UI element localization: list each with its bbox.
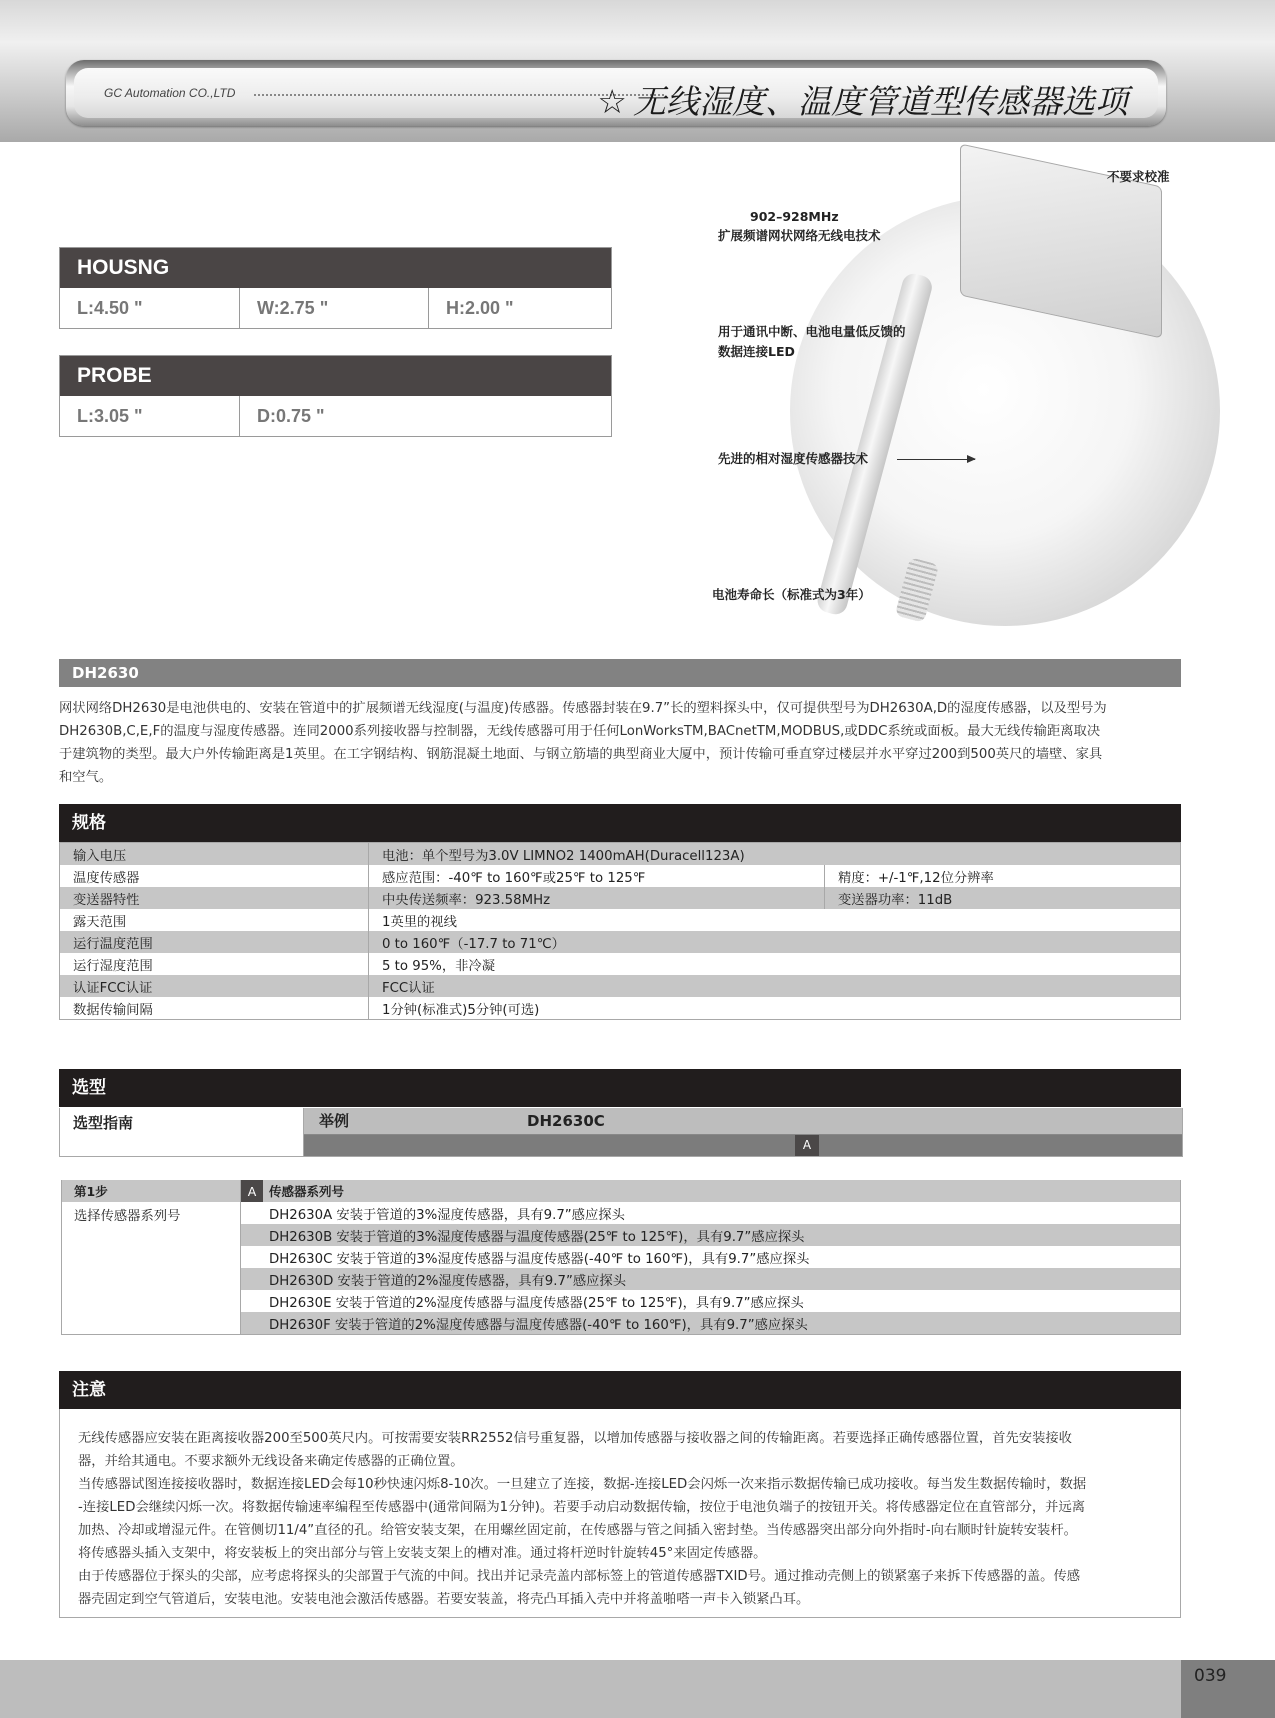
note-line: 无线传感器应安装在距离接收器200至500英尺内。可按需要安装RR2552信号重复器，以增加传感器与接收器之间的传输距离。若要选择正确传感器位置，首先安装接收 [78, 1431, 1072, 1446]
note-line: -连接LED会继续闪烁一次。将数据传输速率编程至传感器中(通常间隔为1分钟)。若要手动启动数据传输，按位于电池负端子的按钮开关。将传感器定位在直管部分，并远离 [78, 1500, 1086, 1515]
spec-value: 1英里的视线 [369, 909, 1181, 931]
spec-extra: 精度：+/-1℉,12位分辨率 [825, 865, 1181, 887]
star-icon: ☆ [597, 82, 627, 121]
note-line: 器，并给其通电。不要求额外无线设备来确定传感器的正确位置。 [78, 1454, 464, 1469]
note-line: 由于传感器位于探头的尖部，应考虑将探头的尖部置于气流的中间。找出并记录壳盖内部标签上的管道传感器TXID号。通过推动壳侧上的锁紧塞子来拆下传感器的盖。传感 [78, 1569, 1081, 1584]
housing-label: HOUSNG [60, 248, 611, 288]
spacer [241, 1224, 264, 1246]
probe-length: L:3.05 " [60, 396, 240, 436]
callout-mesh-radio: 扩展频谱网状网络无线电技术 [718, 228, 881, 243]
callout-no-calibration: 不要求校准 [1107, 169, 1170, 184]
callout-humidity-tech: 先进的相对湿度传感器技术 [718, 451, 869, 466]
code-marker-a: A [795, 1135, 819, 1156]
sensor-series-table [61, 1180, 1181, 1335]
example-code-row [304, 1135, 1182, 1156]
spec-name: 变送器特性 [60, 887, 369, 909]
series-option: DH2630C 安装于管道的3%湿度传感器与温度传感器(-40℉ to 160℉)，具有9.7”感应探头 [263, 1246, 1181, 1268]
spec-value: 中央传送频率：923.58MHz [369, 887, 825, 909]
example-row [304, 1108, 1182, 1135]
spec-section-header: 规格 [59, 804, 1181, 842]
spec-value: 0 to 160℉（-17.7 to 71℃） [369, 931, 1181, 953]
selection-guide-label: 选型指南 [60, 1108, 304, 1156]
description-line: 网状网络DH2630是电池供电的、安装在管道中的扩展频谱无线湿度(与温度)传感器。传感器封装在9.7”长的塑料探头中，仅可提供型号为DH2630A,D的湿度传感器，以及型号为 [59, 701, 1107, 716]
series-option: DH2630A 安装于管道的3%湿度传感器，具有9.7”感应探头 [263, 1202, 1181, 1224]
table-row [60, 953, 1181, 975]
spacer [241, 1202, 264, 1224]
company-name: GC Automation CO.,LTD [104, 86, 236, 100]
spec-name: 数据传输间隔 [60, 997, 369, 1020]
example-label: 举例 [319, 1112, 350, 1130]
step-label: 第1步 [62, 1180, 241, 1202]
arrow-icon [897, 459, 975, 460]
probe-label: PROBE [60, 356, 611, 396]
description-line: 和空气。 [59, 770, 113, 785]
series-option: DH2630E 安装于管道的2%湿度传感器与温度传感器(25℉ to 125℉)，具有9.7”感应探头 [263, 1290, 1181, 1312]
note-line: 器壳固定到空气管道后，安装电池。安装电池会激活传感器。若要安装盖，将壳凸耳插入壳中并将盖啪嗒一声卡入锁紧凸耳。 [78, 1592, 810, 1607]
spacer [241, 1246, 264, 1268]
notes-content [59, 1409, 1181, 1618]
note-line: 加热、冷却或增湿元件。在管侧切11/4”直径的孔。给管安装支架，在用螺丝固定前，在传感器与管之间插入密封垫。当传感器突出部分向外指时-向右顺时针旋转安装杆。 [78, 1523, 1077, 1538]
description-line: DH2630B,C,E,F的温度与湿度传感器。连同2000系列接收器与控制器，无线传感器可用于任何LonWorksTM,BACnetTM,MODBUS,或DDC系统或面板。最大无线传输距离取决 [59, 724, 1101, 739]
series-option: DH2630D 安装于管道的2%湿度传感器，具有9.7”感应探头 [263, 1268, 1181, 1290]
note-line: 当传感器试图连接接收器时，数据连接LED会每10秒快速闪烁8-10次。一旦建立了连接，数据-连接LED会闪烁一次来指示数据传输已成功接收。每当发生数据传输时，数据 [78, 1477, 1087, 1492]
description-line: 于建筑物的类型。最大户外传输距离是1英里。在工字钢结构、钢筋混凝土地面、与钢立筋墙的典型商业大厦中，预计传输可垂直穿过楼层并水平穿过200到500英尺的墙壁、家具 [59, 747, 1103, 762]
spec-name: 认证FCC认证 [60, 975, 369, 997]
table-row [62, 1180, 1181, 1202]
spec-value: 感应范围：-40℉ to 160℉或25℉ to 125℉ [369, 865, 825, 887]
housing-length: L:4.50 " [60, 288, 240, 328]
footer-band [0, 1660, 1275, 1718]
selection-guide [59, 1108, 1183, 1157]
title-banner [66, 60, 1166, 126]
spec-name: 输入电压 [60, 843, 369, 866]
callout-frequency: 902–928MHz [750, 209, 839, 224]
spec-name: 温度传感器 [60, 865, 369, 887]
page-title-text: 无线湿度、温度管道型传感器选项 [633, 82, 1128, 121]
selection-section-header: 选型 [59, 1069, 1181, 1107]
table-row [60, 887, 1181, 909]
table-row [60, 843, 1181, 866]
spec-value: FCC认证 [369, 975, 1181, 997]
series-header: 传感器系列号 [263, 1180, 1181, 1202]
housing-height: H:2.00 " [446, 298, 514, 318]
probe-diameter: D:0.75 " [257, 406, 325, 426]
spacer [241, 1268, 264, 1290]
note-line: 将传感器头插入支架中，将安装板上的突出部分与管上安装支架上的槽对准。通过将杆逆时针旋转45°来固定传感器。 [78, 1546, 767, 1561]
example-model: DH2630C [527, 1112, 605, 1130]
housing-width: W:2.75 " [240, 288, 429, 328]
spec-extra: 变送器功率：11dB [825, 887, 1181, 909]
spec-table [59, 842, 1181, 1020]
spec-value: 1分钟(标准式)5分钟(可选) [369, 997, 1181, 1020]
table-row [62, 1202, 1181, 1224]
housing-dimensions [59, 247, 612, 329]
table-row [60, 909, 1181, 931]
dh2630-section-header: DH2630 [59, 659, 1181, 687]
probe-dimensions [59, 355, 612, 437]
spacer [241, 1290, 264, 1312]
callout-led-line1: 用于通讯中断、电池电量低反馈的 [718, 324, 906, 339]
table-row [60, 931, 1181, 953]
table-row [60, 997, 1181, 1020]
spec-value: 电池：单个型号为3.0V LIMNO2 1400mAH(Duracell123A) [369, 843, 1181, 866]
page-title [597, 76, 1128, 123]
spec-name: 露天范围 [60, 909, 369, 931]
spec-value: 5 to 95%，非冷凝 [369, 953, 1181, 975]
series-option: DH2630B 安装于管道的3%湿度传感器与温度传感器(25℉ to 125℉)，具有9.7”感应探头 [263, 1224, 1181, 1246]
dh2630-description [59, 697, 1181, 789]
callout-led-line2: 数据连接LED [718, 344, 795, 359]
row-label: 选择传感器系列号 [62, 1202, 241, 1335]
series-option: DH2630F 安装于管道的2%湿度传感器与温度传感器(-40℉ to 160℉)，具有9.7”感应探头 [263, 1312, 1181, 1335]
notes-section-header: 注意 [59, 1371, 1181, 1409]
page-number: 039 [1181, 1660, 1275, 1718]
callout-battery-life: 电池寿命长（标准式为3年） [712, 587, 871, 602]
spec-name: 运行温度范围 [60, 931, 369, 953]
spacer [241, 1312, 264, 1335]
table-row [60, 975, 1181, 997]
code-marker-a: A [241, 1180, 264, 1202]
spec-name: 运行湿度范围 [60, 953, 369, 975]
table-row [60, 865, 1181, 887]
